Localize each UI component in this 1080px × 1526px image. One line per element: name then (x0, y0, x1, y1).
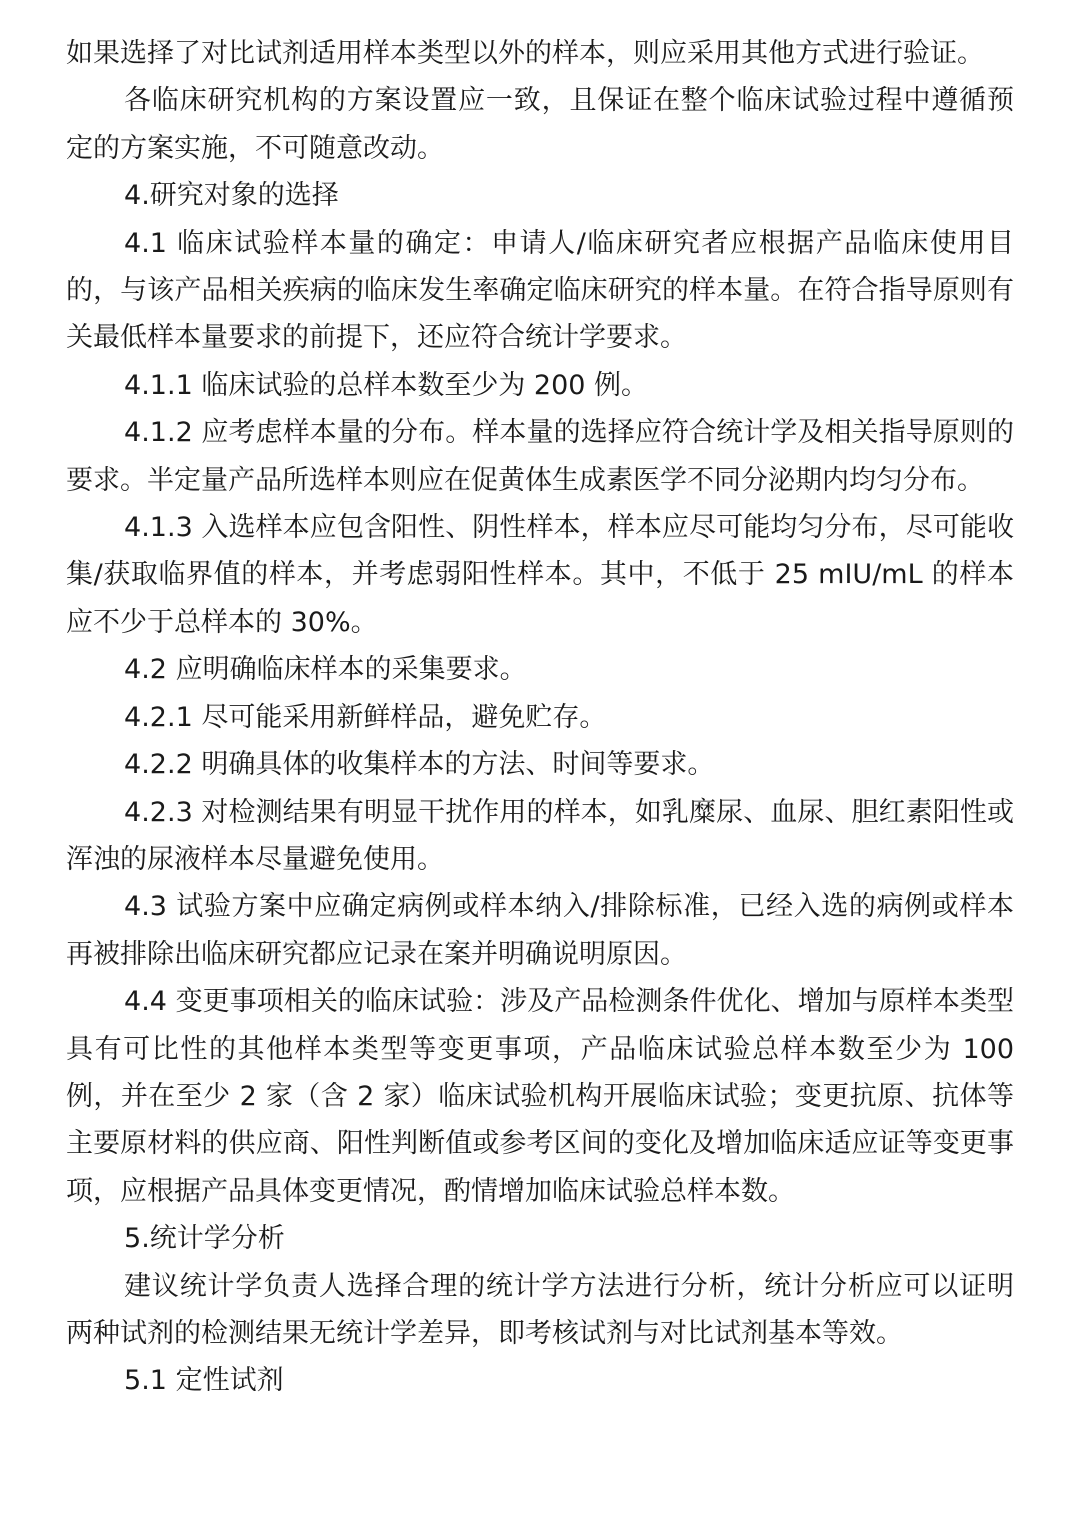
paragraph-4-2-1-fresh-samples: 4.2.1 尽可能采用新鲜样品，避免贮存。 (124, 701, 607, 733)
paragraph-4-1-3-positive-negative-samples: 4.1.3 入选样本应包含阳性、阴性样本，样本应尽可能均匀分布，尽可能收集/获取临界值的样本，并考虑弱阳性样本。其中，不低于 25 mIU/mL 的样本应不少于总样本的 30%。 (66, 512, 1014, 638)
paragraph-4-1-sample-size: 4.1 临床试验样本量的确定：申请人/临床研究者应根据产品临床使用目的，与该产品相关疾病的临床发生率确定临床研究的样本量。在符合指导原则有关最低样本量要求的前提下，还应符合统计学要求。 (66, 227, 1014, 354)
heading-5-1-qualitative-reagents: 5.1 定性试剂 (124, 1365, 284, 1397)
paragraph-4-3-inclusion-exclusion: 4.3 试验方案中应确定病例或样本纳入/排除标准，已经入选的病例或样本再被排除出临床研究都应记录在案并明确说明原因。 (66, 891, 1014, 970)
paragraph-protocol-consistency: 各临床研究机构的方案设置应一致，且保证在整个临床试验过程中遵循预定的方案实施，不可随意改动。 (66, 85, 1014, 164)
paragraph-sample-type-verification: 如果选择了对比试剂适用样本类型以外的样本，则应采用其他方式进行验证。 (66, 38, 984, 69)
paragraph-4-2-3-interference-samples: 4.2.3 对检测结果有明显干扰作用的样本，如乳糜尿、血尿、胆红素阳性或浑浊的尿液样本尽量避免使用。 (66, 796, 1014, 875)
paragraph-4-1-1-total-samples: 4.1.1 临床试验的总样本数至少为 200 例。 (124, 369, 649, 401)
paragraph-4-2-2-collection-method: 4.2.2 明确具体的收集样本的方法、时间等要求。 (124, 749, 715, 781)
heading-5-statistical-analysis: 5.统计学分析 (124, 1223, 285, 1255)
heading-4-subject-selection: 4.研究对象的选择 (124, 180, 339, 212)
paragraph-statistical-method: 建议统计学负责人选择合理的统计学方法进行分析，统计分析应可以证明两种试剂的检测结果无统计学差异，即考核试剂与对比试剂基本等效。 (66, 1270, 1014, 1349)
paragraph-4-1-2-sample-distribution: 4.1.2 应考虑样本量的分布。样本量的选择应符合统计学及相关指导原则的要求。半定量产品所选样本则应在促黄体生成素医学不同分泌期内均匀分布。 (66, 417, 1014, 496)
paragraph-4-2-collection-requirements: 4.2 应明确临床样本的采集要求。 (124, 654, 527, 686)
paragraph-4-4-change-items: 4.4 变更事项相关的临床试验：涉及产品检测条件优化、增加与原样本类型具有可比性的其他样本类型等变更事项，产品临床试验总样本数至少为 100 例，并在至少 2 家（含 2 家）临床试验机构开展临床试验；变更抗原、抗体等主要原材料的供应商、阳性判断值或参考区间的变化及增加临床适应证等变更事项，应根据产品具体变更情况，酌情增加临床试验总样本数。 (66, 986, 1014, 1207)
